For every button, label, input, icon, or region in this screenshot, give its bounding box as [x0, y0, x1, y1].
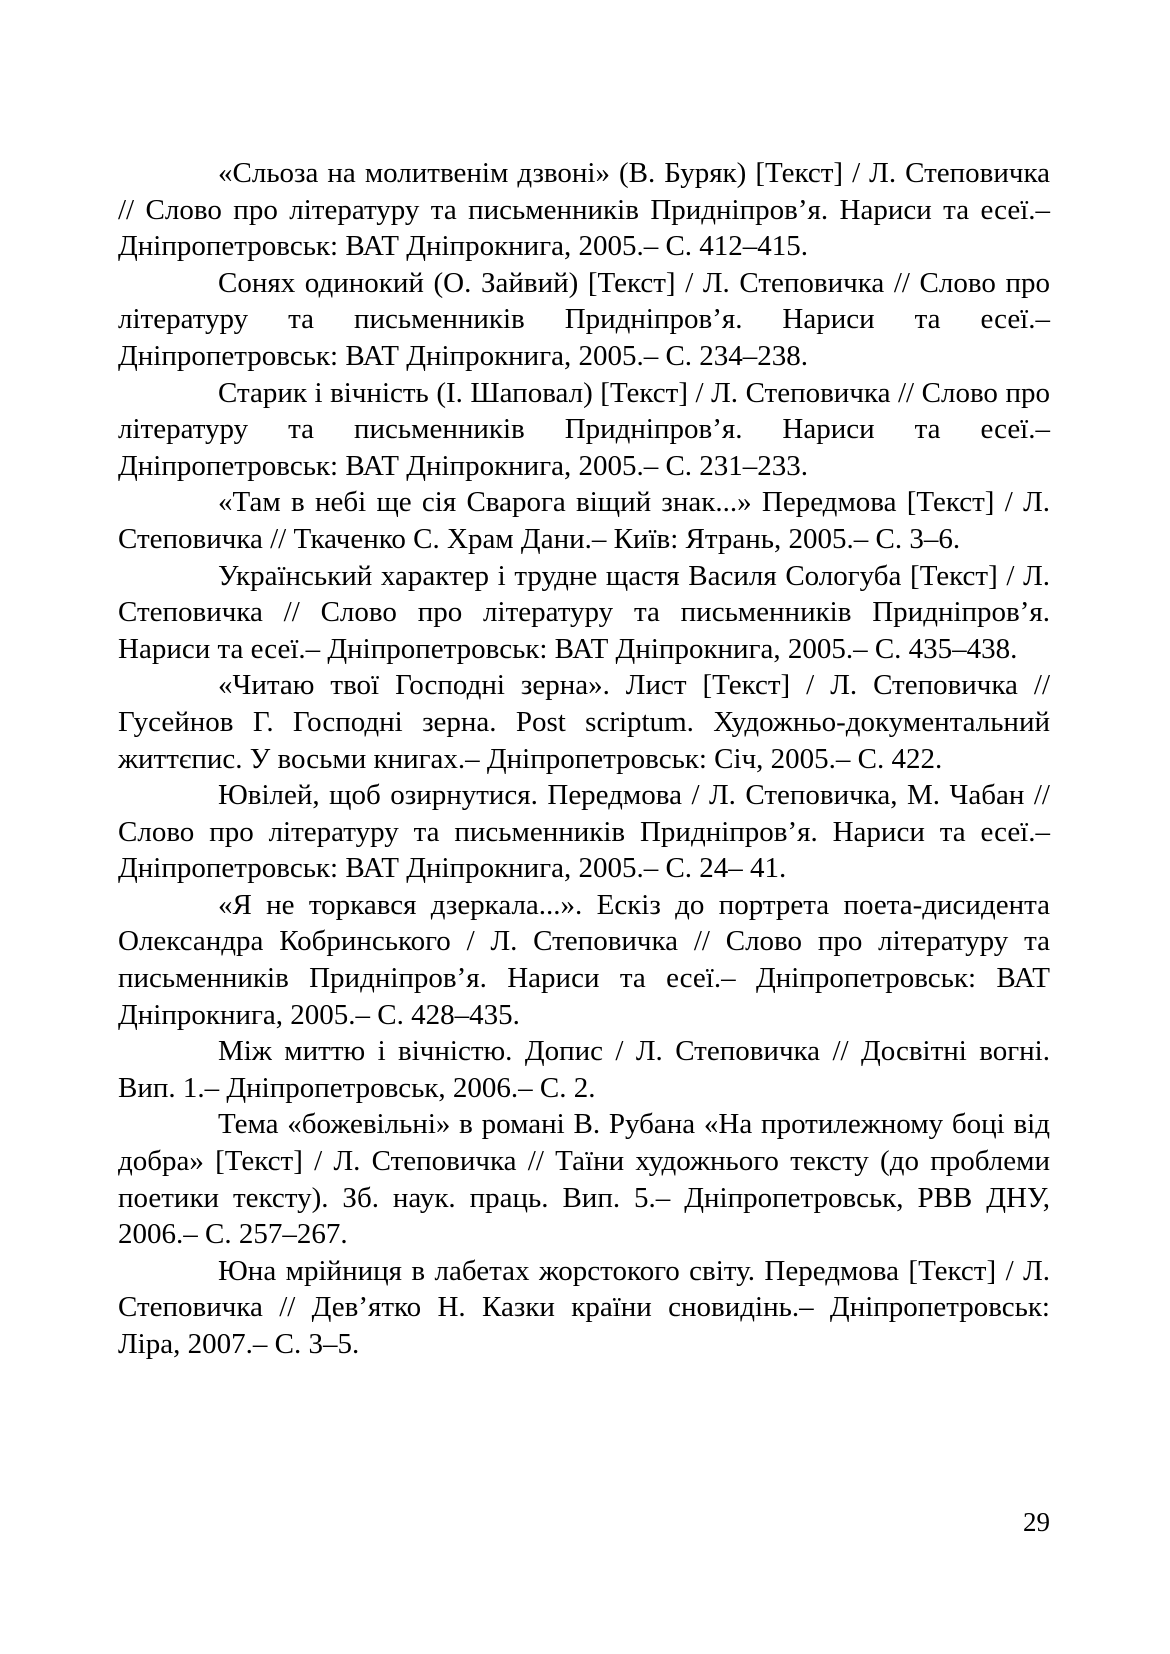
- bibliography-entry: «Сльоза на молитвенім дзвоні» (В. Буряк) [Текст] / Л. Степовичка // Слово про літературу та письменників Придніпров’я. Нариси та есеї.– Дніпропетровськ: ВАТ Дніпрокнига, 2005.– С. 412–415.: [118, 157, 1050, 263]
- bibliography-entry: Юна мрійниця в лабетах жорстокого світу. Передмова [Текст] / Л. Степовичка // Дев’ятко Н. Казки країни сновидінь.– Дніпропетровськ: Ліра, 2007.– С. 3–5.: [118, 1254, 1050, 1360]
- bibliography-entry: Сонях одинокий (О. Зайвий) [Текст] / Л. Степовичка // Слово про літературу та письменників Придніпров’я. Нариси та есеї.– Дніпропетровськ: ВАТ Дніпрокнига, 2005.– С. 234–238.: [118, 266, 1050, 372]
- bibliography-entry: «Там в небі ще сія Сварога віщий знак...» Передмова [Текст] / Л. Степовичка // Ткаченко С. Храм Дани.– Київ: Ятрань, 2005.– С. 3–6.: [118, 486, 1050, 555]
- page-number: 29: [1023, 1507, 1050, 1537]
- bibliography-entry: Ювілей, щоб озирнутися. Передмова / Л. Степовичка, М. Чабан // Слово про літературу та письменників Придніпров’я. Нариси та есеї.– Дніпропетровськ: ВАТ Дніпрокнига, 2005.– С. 24– 41.: [118, 779, 1050, 885]
- bibliography-entry: Старик і вічність (І. Шаповал) [Текст] / Л. Степовичка // Слово про літературу та письменників Придніпров’я. Нариси та есеї.– Дніпропетровськ: ВАТ Дніпрокнига, 2005.– С. 231–233.: [118, 376, 1050, 482]
- bibliography-entry: «Читаю твої Господні зерна». Лист [Текст] / Л. Степовичка // Гусейнов Г. Господні зерна. Post scriptum. Художньо-документальний життєпис. У восьми книгах.– Дніпропетровськ: Січ, 2005.– С. 422.: [118, 669, 1050, 775]
- bibliography-list: [118, 155, 1050, 1363]
- bibliography-entry: Тема «божевільні» в романі В. Рубана «На протилежному боці від добра» [Текст] / Л. Степовичка // Таїни художнього тексту (до проблеми поетики тексту). Зб. наук. праць. Вип. 5.– Дніпропетровськ, РВВ ДНУ, 2006.– С. 257–267.: [118, 1108, 1050, 1251]
- bibliography-entry: Український характер і трудне щастя Василя Сологуба [Текст] / Л. Степовичка // Слово про літературу та письменників Придніпров’я. Нариси та есеї.– Дніпропетровськ: ВАТ Дніпрокнига, 2005.– С. 435–438.: [118, 559, 1050, 665]
- bibliography-entry: Між миттю і вічністю. Допис / Л. Степовичка // Досвітні вогні. Вип. 1.– Дніпропетровськ, 2006.– С. 2.: [118, 1035, 1050, 1104]
- bibliography-entry: «Я не торкався дзеркала...». Ескіз до портрета поета-дисидента Олександра Кобринського / Л. Степовичка // Слово про літературу та письменників Придніпров’я. Нариси та есеї.– Дніпропетровськ: ВАТ Дніпрокнига, 2005.– С. 428–435.: [118, 888, 1050, 1031]
